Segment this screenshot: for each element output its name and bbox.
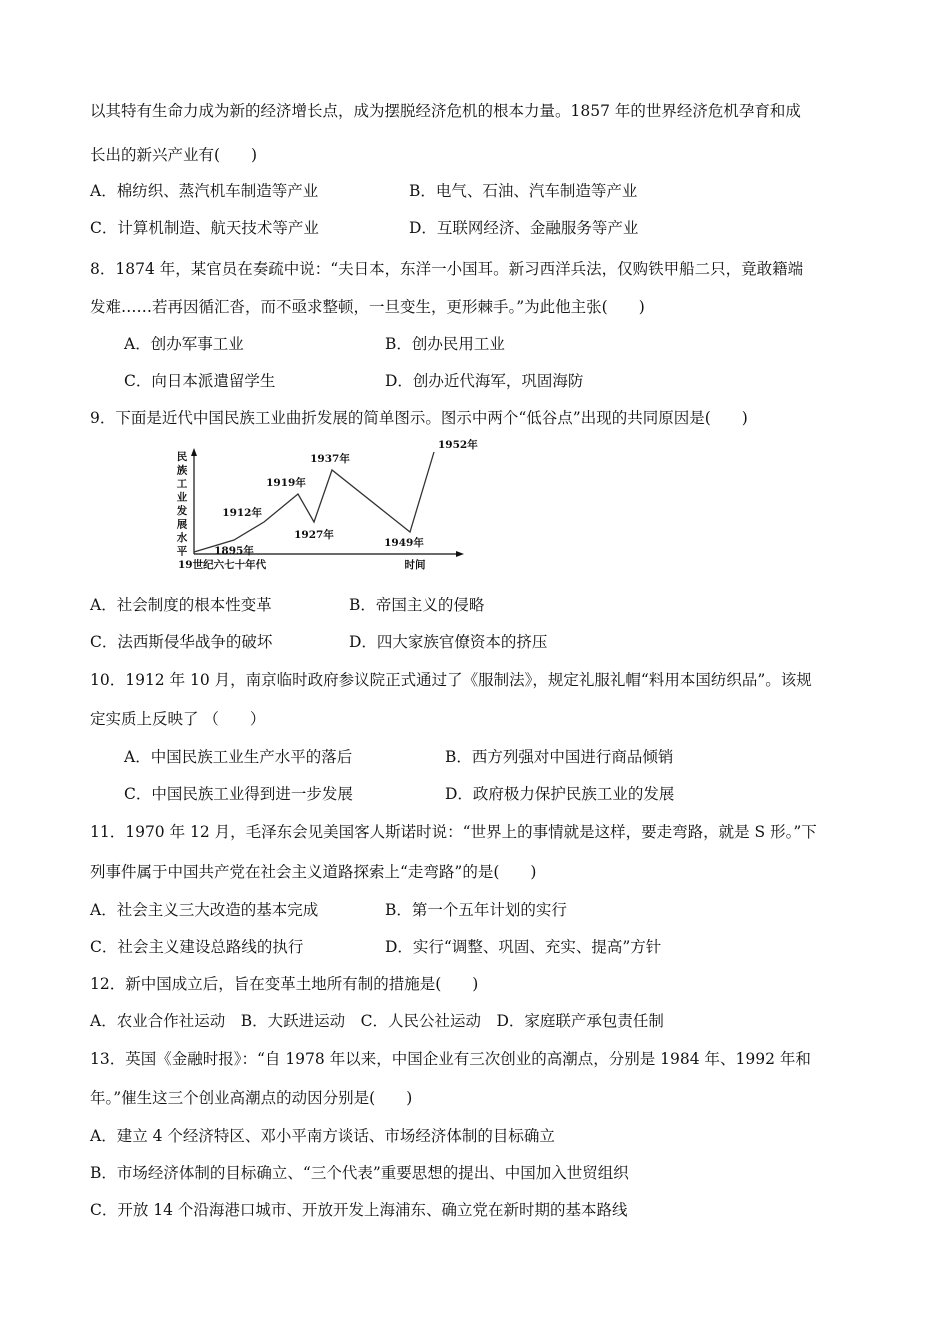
q13-stem-line1: 13．英国《金融时报》：“自 1978 年以来，中国企业有三次创业的高潮点，分别是 1984 年、1992 年和 [90,1050,811,1068]
point-label: 1927年 [294,529,334,541]
q13-stem-line2: 年。”催生这三个创业高潮点的动因分别是( ) [90,1089,413,1107]
q7-option-d[interactable]: D．互联网经济、金融服务等产业 [409,219,639,237]
q11-stem-line2: 列事件属于中国共产党在社会主义道路探索上“走弯路”的是( ) [90,863,537,881]
q7-stem-line1: 以其特有生命力成为新的经济增长点，成为摆脱经济危机的根本力量。1857 年的世界经济危机孕育和成 [90,102,801,120]
y-axis-label-char: 展 [176,518,188,531]
y-axis-label-char: 族 [176,464,188,477]
q11-option-b[interactable]: B．第一个五年计划的实行 [385,901,567,919]
x-axis-start-label: 19世纪六七十年代 [178,559,267,571]
chart-point-labels [214,438,478,557]
q8-option-d[interactable]: D．创办近代海军，巩固海防 [385,372,584,390]
q8-stem-line2: 发难……若再因循汇沓，而不亟求整顿，一旦变生，更形棘手。”为此他主张( ) [90,298,645,316]
q8-option-a[interactable]: A．创办军事工业 [124,335,244,353]
y-axis-label-char: 业 [176,491,188,504]
point-label: 1919年 [266,477,306,489]
y-axis-label-char: 水 [176,532,188,544]
y-axis-arrow [191,448,197,456]
x-axis-arrow [456,551,464,557]
q10-option-d[interactable]: D．政府极力保护民族工业的发展 [445,785,675,803]
q11-stem-line1: 11．1970 年 12 月，毛泽东会见美国客人斯诺时说：“世界上的事情就是这样，要走弯路，就是 S 形。”下 [90,823,817,841]
y-axis-label-char: 发 [176,505,188,517]
q9-stem: 9．下面是近代中国民族工业曲折发展的简单图示。图示中两个“低谷点”出现的共同原因是( ) [90,409,748,427]
q9-option-d[interactable]: D．四大家族官僚资本的挤压 [349,633,548,651]
q12-stem: 12．新中国成立后，旨在变革土地所有制的措施是( ) [90,975,479,993]
q13-option-c[interactable]: C．开放 14 个沿海港口城市、开放开发上海浦东、确立党在新时期的基本路线 [90,1201,628,1219]
q13-option-a[interactable]: A．建立 4 个经济特区、邓小平南方谈话、市场经济体制的目标确立 [90,1127,555,1145]
q7-option-a[interactable]: A．棉纺织、蒸汽机车制造等产业 [90,182,319,200]
q8-option-c[interactable]: C．向日本派遣留学生 [124,372,276,390]
point-label: 1912年 [222,507,262,519]
q10-option-b[interactable]: B．西方列强对中国进行商品倾销 [445,748,674,766]
x-axis-label: 时间 [404,559,426,571]
point-label: 1937年 [310,453,350,465]
q7-stem-line2: 长出的新兴产业有( ) [90,146,258,164]
q11-option-d[interactable]: D．实行“调整、巩固、充实、提高”方针 [385,938,662,956]
q9-option-c[interactable]: C．法西斯侵华战争的破坏 [90,633,273,651]
q11-option-c[interactable]: C．社会主义建设总路线的执行 [90,938,304,956]
point-label: 1895年 [214,545,254,557]
q7-option-b[interactable]: B．电气、石油、汽车制造等产业 [409,182,638,200]
q7-option-c[interactable]: C．计算机制造、航天技术等产业 [90,219,319,237]
point-label: 1952年 [438,439,478,451]
q10-stem-line1: 10．1912 年 10 月，南京临时政府参议院正式通过了《服制法》，规定礼服礼帽“料用本国纺织品”。该规 [90,671,812,689]
q12-options[interactable]: A．农业合作社运动 B．大跃进运动 C．人民公社运动 D．家庭联产承包责任制 [90,1012,664,1030]
q8-option-b[interactable]: B．创办民用工业 [385,335,505,353]
q10-stem-line2: 定实质上反映了 （ ） [90,710,266,728]
y-axis-label-char: 工 [176,478,188,490]
q10-option-c[interactable]: C．中国民族工业得到进一步发展 [124,785,353,803]
q8-stem-line1: 8．1874 年，某官员在奏疏中说：“夫日本，东洋一小国耳。新习西洋兵法，仅购铁甲船二只，竟敢籍端 [90,260,804,278]
q9-option-a[interactable]: A．社会制度的根本性变革 [90,596,272,614]
q11-option-a[interactable]: A．社会主义三大改造的基本完成 [90,901,319,919]
q10-option-a[interactable]: A．中国民族工业生产水平的落后 [124,748,353,766]
y-axis-label-char: 民 [176,451,188,463]
q13-option-b[interactable]: B．市场经济体制的目标确立、“三个代表”重要思想的提出、中国加入世贸组织 [90,1164,629,1182]
q9-option-b[interactable]: B．帝国主义的侵略 [349,596,485,614]
y-axis-label-char: 平 [176,545,188,558]
point-label: 1949年 [384,537,424,549]
industry-development-chart [172,439,478,575]
